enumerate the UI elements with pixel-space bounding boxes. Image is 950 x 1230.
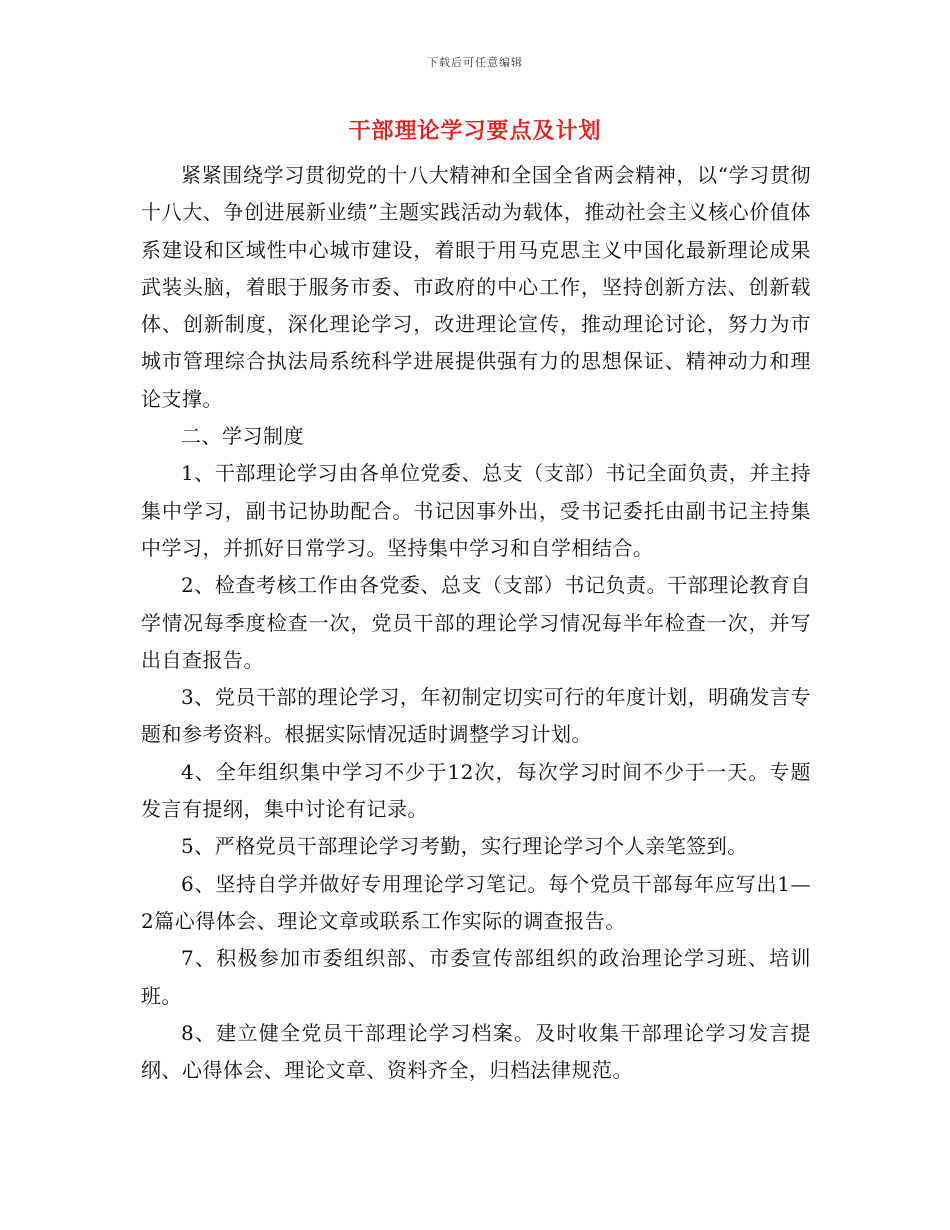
paragraph-item-6: 6、坚持自学并做好专用理论学习笔记。每个党员干部每年应写出1—2篇心得体会、理论文章或联系工作实际的调查报告。 (141, 871, 811, 933)
header-note: 下载后可任意编辑 (427, 56, 523, 69)
paragraph-item-3: 3、党员干部的理论学习，年初制定切实可行的年度计划，明确发言专题和参考资料。根据实际情况适时调整学习计划。 (141, 685, 811, 747)
document-title: 干部理论学习要点及计划 (348, 119, 602, 144)
paragraph-item-8: 8、建立健全党员干部理论学习档案。及时收集干部理论学习发言提纲、心得体会、理论文章、资料齐全，归档法律规范。 (141, 1020, 811, 1083)
paragraph-item-4: 4、全年组织集中学习不少于12次，每次学习时间不少于一天。专题发言有提纲，集中讨论有记录。 (141, 759, 811, 822)
paragraph-item-1: 1、干部理论学习由各单位党委、总支（支部）书记全面负责，并主持集中学习，副书记协助配合。书记因事外出，受书记委托由副书记主持集中学习，并抓好日常学习。坚持集中学习和自学相结合。 (141, 461, 811, 560)
paragraph-item-2: 2、检查考核工作由各党委、总支（支部）书记负责。干部理论教育自学情况每季度检查一次，党员干部的理论学习情况每半年检查一次，并写出自查报告。 (141, 573, 811, 672)
paragraph-item-5: 5、严格党员干部理论学习考勤，实行理论学习个人亲笔签到。 (181, 834, 748, 859)
document-body (141, 157, 811, 1089)
paragraph-intro: 紧紧围绕学习贯彻党的十八大精神和全国全省两会精神，以“学习贯彻十八大、争创进展新业绩”主题实践活动为载体，推动社会主义核心价值体系建设和区域性中心城市建设，着眼于用马克思主义中国化最新理论成果武装头脑，着眼于服务市委、市政府的中心工作，坚持创新方法、创新载体、创新制度，深化理论学习，改进理论宣传，推动理论讨论，努力为市城市管理综合执法局系统科学进展提供强有力的思想保证、精神动力和理论支撑。 (141, 163, 811, 411)
paragraph-item-7: 7、积极参加市委组织部、市委宣传部组织的政治理论学习班、培训班。 (141, 946, 811, 1008)
section-heading: 二、学习制度 (181, 424, 304, 449)
